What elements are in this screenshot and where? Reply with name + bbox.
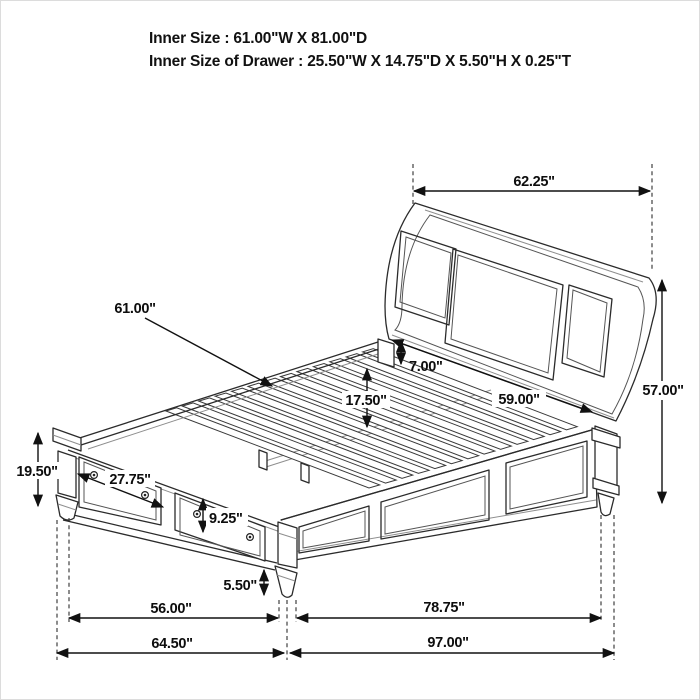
- dim-footboard-height: [12, 433, 62, 506]
- headboard-leg: [378, 339, 394, 367]
- dim-headboard-width: [414, 174, 650, 191]
- dim-footboard-span: [69, 601, 278, 618]
- center-support-post: [259, 450, 267, 470]
- dim-overall-length: [290, 635, 614, 653]
- dim-label-headboard-width: 62.25": [513, 174, 555, 190]
- dim-label-overall-width: 64.50": [151, 636, 193, 652]
- inner-size-text: Inner Size : 61.00"W X 81.00"D: [149, 30, 368, 47]
- center-front-leg: [275, 522, 297, 597]
- dim-label-headboard-height: 57.00": [642, 383, 684, 399]
- dim-overall-width: [57, 636, 284, 653]
- dim-label-drawer-width: 27.75": [109, 472, 151, 488]
- dim-label-footboard-span: 56.00": [150, 601, 192, 617]
- dim-label-platform-height: 17.50": [345, 393, 387, 409]
- diagram-canvas: [1, 1, 700, 700]
- dim-label-overall-length: 97.00": [427, 635, 469, 651]
- dim-slats-width: [114, 301, 272, 386]
- inner-drawer-size-text: Inner Size of Drawer : 25.50"W X 14.75"D X 5.50"H X 0.25"T: [149, 53, 571, 70]
- headboard: [378, 203, 656, 421]
- dim-label-slats-width: 61.00": [114, 301, 156, 317]
- dim-side-rail-span: [297, 600, 601, 618]
- dim-label-headboard-panel-width: 59.00": [498, 392, 540, 408]
- center-support-post: [301, 463, 309, 483]
- turned-foot: [598, 493, 614, 516]
- dim-foot-height: [223, 570, 264, 595]
- dim-label-footboard-height: 19.50": [16, 464, 58, 480]
- dim-label-foot-height: 5.50": [223, 578, 257, 594]
- turned-foot: [275, 566, 297, 597]
- dim-label-headboard-bottom-rail: 7.00": [409, 359, 443, 375]
- footboard: [63, 442, 283, 570]
- dim-label-drawer-height: 9.25": [209, 511, 243, 527]
- dim-label-side-rail-span: 78.75": [423, 600, 465, 616]
